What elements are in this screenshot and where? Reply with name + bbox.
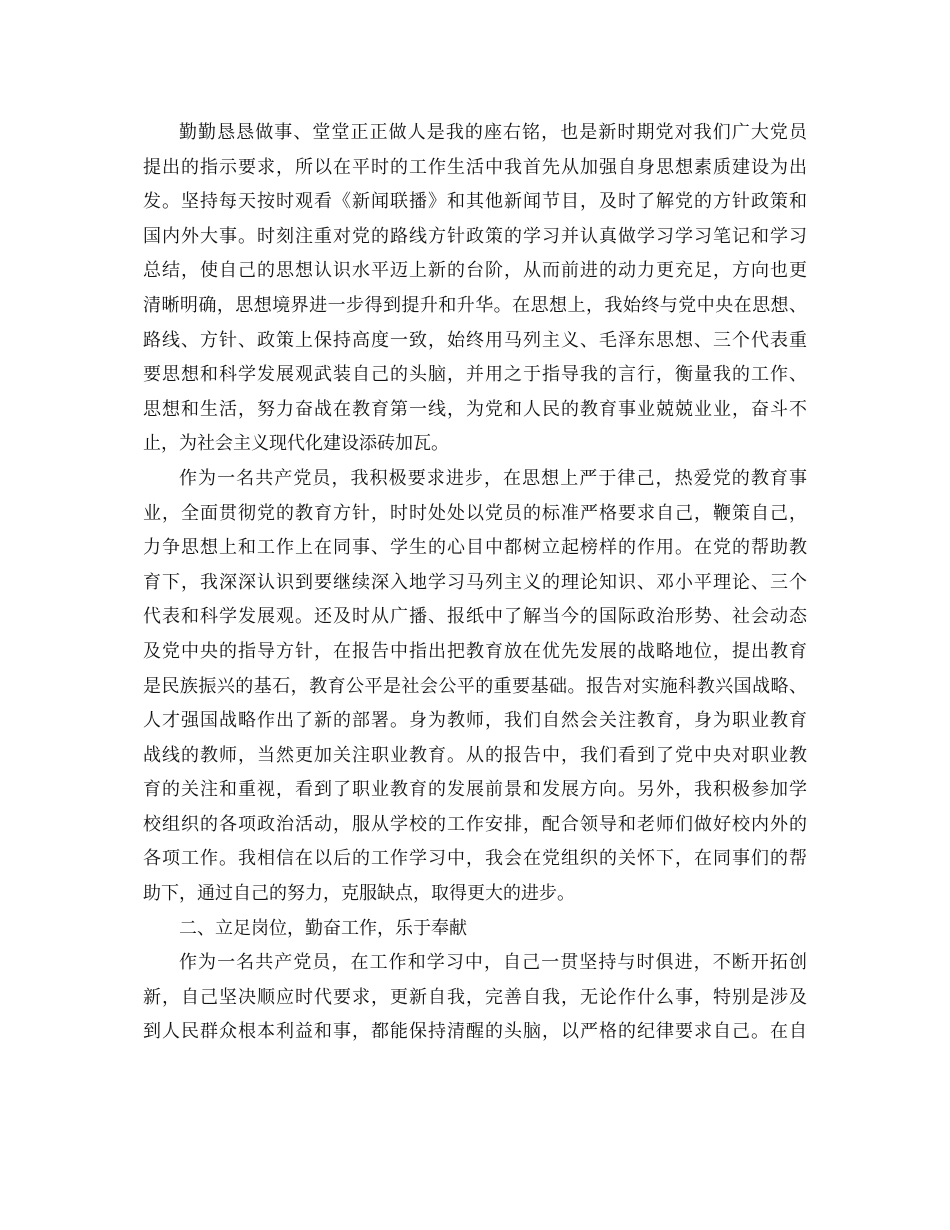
text-line: 人才强国战略作出了新的部署。身为教师，我们自然会关注教育，身为职业教育 <box>143 710 807 732</box>
heading-line: 二、立足岗位，勤奋工作，乐于奉献 <box>179 917 467 939</box>
text-line: 作为一名共产党员，在工作和学习中，自己一贯坚持与时俱进，不断开拓创 <box>179 952 807 974</box>
paragraph <box>143 946 807 1050</box>
text-line: 育下，我深深认识到要继续深入地学习马列主义的理论知识、邓小平理论、三个 <box>143 571 807 593</box>
paragraph <box>143 462 807 912</box>
text-line: 提出的指示要求，所以在平时的工作生活中我首先从加强自身思想素质建设为出 <box>143 156 807 178</box>
text-line: 清晰明确，思想境界进一步得到提升和升华。在思想上，我始终与党中央在思想、 <box>143 294 807 316</box>
text-line: 代表和科学发展观。还及时从广播、报纸中了解当今的国际政治形势、社会动态 <box>143 606 807 628</box>
text-line: 止，为社会主义现代化建设添砖加瓦。 <box>143 433 449 455</box>
text-line: 战线的教师，当然更加关注职业教育。从的报告中，我们看到了党中央对职业教 <box>143 744 807 766</box>
paragraph <box>143 116 807 462</box>
text-line: 路线、方针、政策上保持高度一致，始终用马列主义、毛泽东思想、三个代表重 <box>143 329 807 351</box>
text-line: 业，全面贯彻党的教育方针，时时处处以党员的标准严格要求自己，鞭策自己， <box>143 502 807 524</box>
section-heading <box>143 912 807 947</box>
text-line: 作为一名共产党员，我积极要求进步，在思想上严于律己，热爱党的教育事 <box>179 467 807 489</box>
text-line: 勤勤恳恳做事、堂堂正正做人是我的座右铭，也是新时期党对我们广大党员 <box>179 122 807 143</box>
text-line: 育的关注和重视，看到了职业教育的发展前景和发展方向。另外，我积极参加学 <box>143 779 807 801</box>
text-line: 各项工作。我相信在以后的工作学习中，我会在党组织的关怀下，在同事们的帮 <box>143 848 807 870</box>
text-line: 国内外大事。时刻注重对党的路线方针政策的学习并认真做学习学习笔记和学习 <box>143 225 807 247</box>
text-line: 力争思想上和工作上在同事、学生的心目中都树立起榜样的作用。在党的帮助教 <box>143 537 807 559</box>
text-line: 及党中央的指导方针，在报告中指出把教育放在优先发展的战略地位，提出教育 <box>143 640 807 662</box>
text-line: 校组织的各项政治活动，服从学校的工作安排，配合领导和老师们做好校内外的 <box>143 813 807 835</box>
text-line: 思想和生活，努力奋战在教育第一线，为党和人民的教育事业兢兢业业，奋斗不 <box>143 398 807 420</box>
document-body <box>143 116 807 1050</box>
text-line: 新，自己坚决顺应时代要求，更新自我，完善自我，无论作什么事，特别是涉及 <box>143 986 807 1008</box>
text-line: 总结，使自己的思想认识水平迈上新的台阶，从而前进的动力更充足，方向也更 <box>143 260 807 282</box>
text-line: 发。坚持每天按时观看《新闻联播》和其他新闻节目，及时了解党的方针政策和 <box>143 191 807 213</box>
text-line: 要思想和科学发展观武装自己的头脑，并用之于指导我的言行，衡量我的工作、 <box>143 364 807 386</box>
text-line: 是民族振兴的基石，教育公平是社会公平的重要基础。报告对实施科教兴国战略、 <box>143 675 807 697</box>
text-line: 到人民群众根本利益和事，都能保持清醒的头脑，以严格的纪律要求自己。在自 <box>143 1021 807 1043</box>
text-line: 助下，通过自己的努力，克服缺点，取得更大的进步。 <box>143 883 575 905</box>
